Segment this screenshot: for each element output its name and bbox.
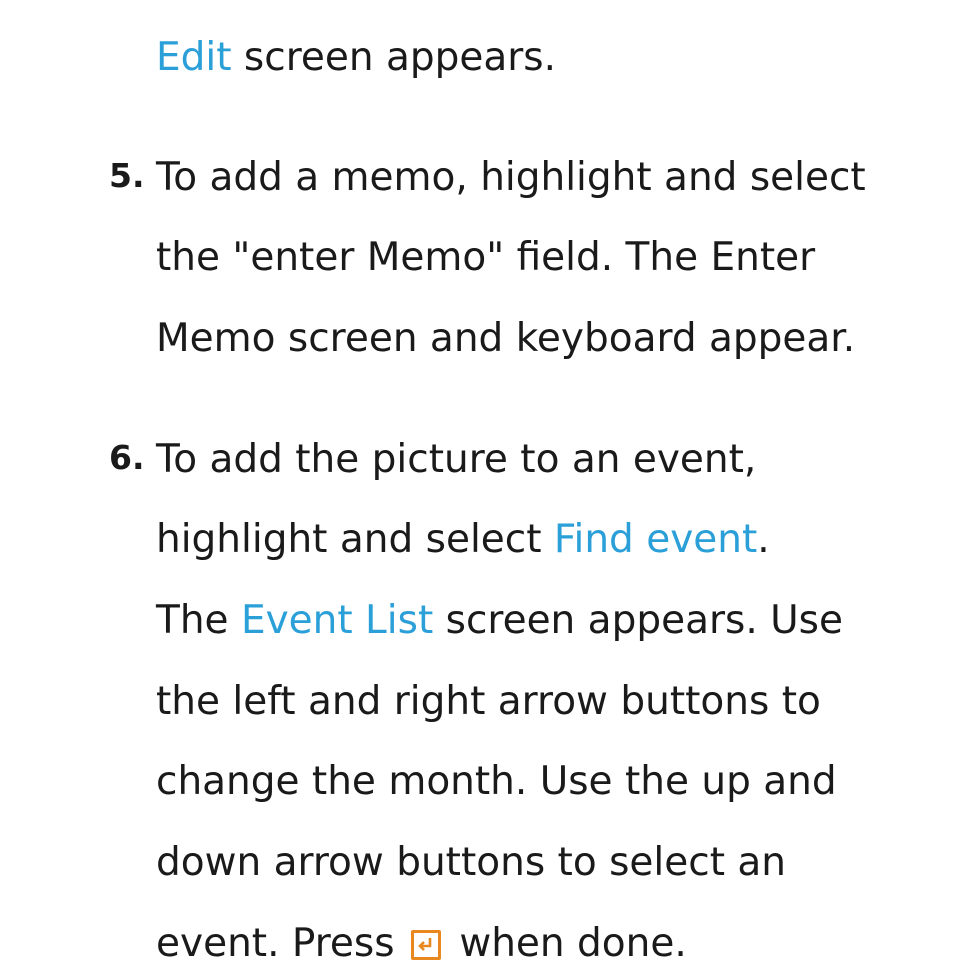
step-6-line-5: change the month. Use the up and [156,759,837,804]
step-5-line-2: the "enter Memo" field. The Enter [156,235,816,280]
step-6-line-7 [156,920,687,968]
step-6-line-2 [156,516,770,564]
step-6-line-3-text: The [156,598,241,643]
intro-line [156,34,556,82]
step-6-line-3 [156,597,843,645]
step-5-line-1: To add a memo, highlight and select [156,155,866,200]
step-6-line-2-text: highlight and select [156,517,554,562]
step-6-line-1: To add the picture to an event, [156,437,757,482]
step-6-line-7-text: event. Press [156,921,407,966]
find-event-link[interactable]: Find event [553,517,758,562]
event-list-link[interactable]: Event List [240,598,434,643]
intro-text: screen appears. [231,35,557,80]
step-6-line-6: down arrow buttons to select an [156,840,786,885]
enter-icon [411,930,441,960]
step-6-line-2-period: . [757,517,770,562]
step-6-line-7-rest: when done. [446,921,687,966]
edit-link[interactable]: Edit [156,35,232,80]
step-6-number: 6. [109,438,145,477]
step-6-line-3-rest: screen appears. Use [433,598,843,643]
step-5-number: 5. [109,156,145,195]
step-5-line-3: Memo screen and keyboard appear. [156,316,856,361]
step-6-line-4: the left and right arrow buttons to [156,679,821,724]
